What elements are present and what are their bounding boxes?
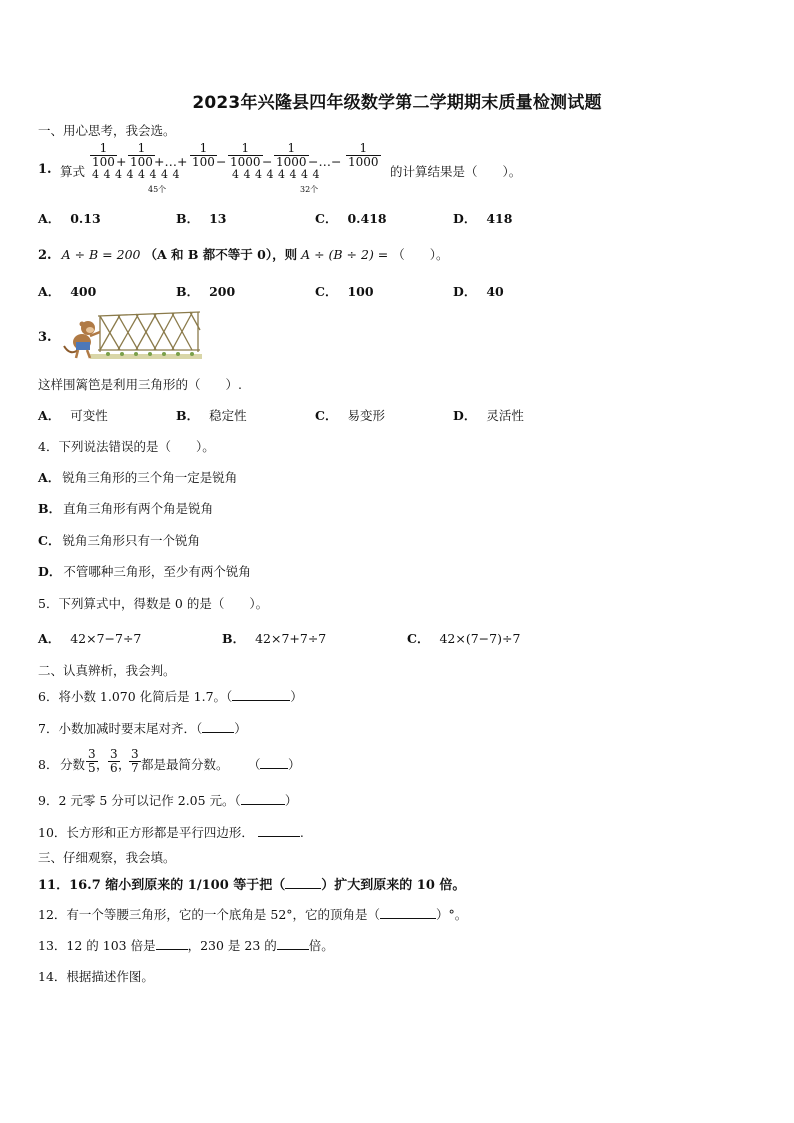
question-text: 倍。 [308, 938, 334, 953]
repeated-digits: 4 4 4 4 4 4 4 4 [232, 168, 320, 181]
question-lead: 算式 [60, 164, 86, 179]
question-number: 3. [38, 330, 52, 345]
question-tail: ）扩大到原来的 10 倍。 [321, 878, 466, 893]
question-2 [38, 245, 449, 263]
question-text: 7．小数加减时要末尾对齐．（ [38, 721, 203, 736]
monkey-icon [64, 321, 100, 358]
question-tail: ）°。 [436, 907, 468, 922]
option-a[interactable]: A． 42×7−7÷7 [38, 631, 142, 646]
question-12 [38, 905, 467, 923]
question-13 [38, 936, 334, 954]
repeated-digits: 4 4 4 4 4 4 4 4 [92, 168, 180, 181]
question-9 [38, 791, 297, 809]
option-b[interactable]: B． 200 [176, 284, 236, 299]
section-heading-2: 二、认真辨析，我会判。 [38, 663, 176, 678]
question-number: 2. [38, 248, 52, 263]
closing-paren: ） [234, 721, 247, 736]
ellipsis-plus: +…+ [154, 154, 188, 169]
question-text: 6．将小数 1.070 化简后是 1.7。（ [38, 689, 233, 704]
option-a[interactable]: A． 可变性 [38, 408, 108, 423]
closing-period: . [299, 825, 304, 840]
question-text: ，230 是 23 的 [187, 938, 277, 953]
question-11 [38, 874, 465, 893]
question-text: 9．2 元零 5 分可以记作 2.05 元。（ [38, 793, 241, 808]
option-a[interactable]: A． 400 [38, 284, 97, 299]
section-heading-1: 一、用心思考，我会选。 [38, 123, 176, 138]
minus-sign: − [216, 154, 227, 169]
fraction: $\frac{1}{1000}$ [276, 141, 307, 169]
option-c[interactable]: C． 100 [315, 284, 374, 299]
answer-blank[interactable] [232, 688, 290, 701]
closing-paren: ） [284, 793, 298, 808]
answer-blank[interactable] [277, 937, 309, 950]
minus-sign: − [262, 154, 273, 169]
opening-paren: （ [248, 757, 261, 772]
answer-blank[interactable] [202, 720, 234, 733]
answer-blank[interactable] [241, 792, 285, 805]
question-text: 12．有一个等腰三角形，它的一个底角是 52°，它的顶角是（ [38, 907, 381, 922]
question-tail: 的计算结果是（ ）。 [390, 164, 522, 179]
math-expression: A ÷ B = 200 [61, 247, 141, 262]
fraction: $\frac{3}{7}$ [131, 747, 139, 775]
question-10 [38, 823, 304, 841]
question-14: 14．根据描述作图。 [38, 969, 154, 984]
closing-paren: ） [290, 689, 303, 704]
question-text: 13．12 的 103 倍是 [38, 938, 156, 953]
plus-sign: + [116, 154, 127, 169]
option-b[interactable]: B． 42×7+7÷7 [222, 631, 327, 646]
question-text: （A 和 B 都不等于 0），则 [144, 247, 298, 262]
separator: ， [118, 757, 131, 772]
answer-blank[interactable] [260, 756, 288, 769]
question-number: 8． [38, 757, 59, 772]
ellipsis-minus: −…− [308, 154, 342, 169]
fraction: $\frac{1}{1000}$ [230, 141, 261, 169]
option-b[interactable]: B． 直角三角形有两个角是锐角 [38, 501, 214, 516]
closing-paren: ） [288, 757, 301, 772]
question-4: 4．下列说法错误的是（ ）。 [38, 439, 215, 454]
answer-blank[interactable] [258, 824, 300, 837]
fraction: $\frac{1}{100}$ [192, 141, 215, 169]
option-c[interactable]: C． 42×(7−7)÷7 [407, 631, 521, 646]
math-expression: A ÷ (B ÷ 2) = [301, 247, 389, 262]
question-tail: （ ）。 [392, 247, 449, 262]
section-heading-3: 三、仔细观察，我会填。 [38, 850, 176, 865]
question-6 [38, 687, 303, 705]
question-text: 10．长方形和正方形都是平行四边形． [38, 825, 254, 840]
option-b[interactable]: B． 稳定性 [176, 408, 247, 423]
option-c[interactable]: C． 锐角三角形只有一个锐角 [38, 533, 200, 548]
fence-illustration [60, 306, 205, 366]
fraction: $\frac{3}{6}$ [110, 747, 118, 775]
q1-expression [90, 140, 390, 196]
option-c[interactable]: C． 易变形 [315, 408, 385, 423]
option-a[interactable]: A． 锐角三角形的三个角一定是锐角 [38, 470, 238, 485]
separator: ， [96, 757, 109, 772]
answer-blank[interactable] [285, 876, 321, 889]
option-d[interactable]: D． 418 [453, 211, 513, 226]
question-text: 都是最简分数。 [141, 757, 229, 772]
option-a[interactable]: A． 0.13 [38, 211, 101, 226]
fraction: $\frac{1}{1000}$ [348, 141, 379, 169]
count-label: 45个 [148, 185, 167, 194]
fraction: $\frac{1}{100}$ [130, 141, 153, 169]
answer-blank[interactable] [156, 937, 188, 950]
fraction: $\frac{1}{100}$ [92, 141, 115, 169]
question-5: 5．下列算式中，得数是 0 的是（ ）。 [38, 596, 269, 611]
question-text: 11．16.7 缩小到原来的 1/100 等于把（ [38, 878, 286, 893]
option-d[interactable]: D． 不管哪种三角形，至少有两个锐角 [38, 564, 251, 579]
option-d[interactable]: D． 灵活性 [453, 408, 524, 423]
question-lead: 分数 [60, 757, 86, 772]
fraction: $\frac{3}{5}$ [88, 747, 96, 775]
option-c[interactable]: C． 0.418 [315, 211, 387, 226]
question-7 [38, 719, 247, 737]
option-d[interactable]: D． 40 [453, 284, 504, 299]
answer-blank[interactable] [380, 906, 436, 919]
count-label: 32个 [300, 185, 319, 194]
option-b[interactable]: B． 13 [176, 211, 227, 226]
question-text: 这样围篱笆是利用三角形的（ ）. [38, 377, 242, 392]
question-number: 1. [38, 162, 52, 177]
fence-image [60, 306, 205, 362]
page-title: 2023年兴隆县四年级数学第二学期期末质量检测试题 [192, 93, 602, 113]
